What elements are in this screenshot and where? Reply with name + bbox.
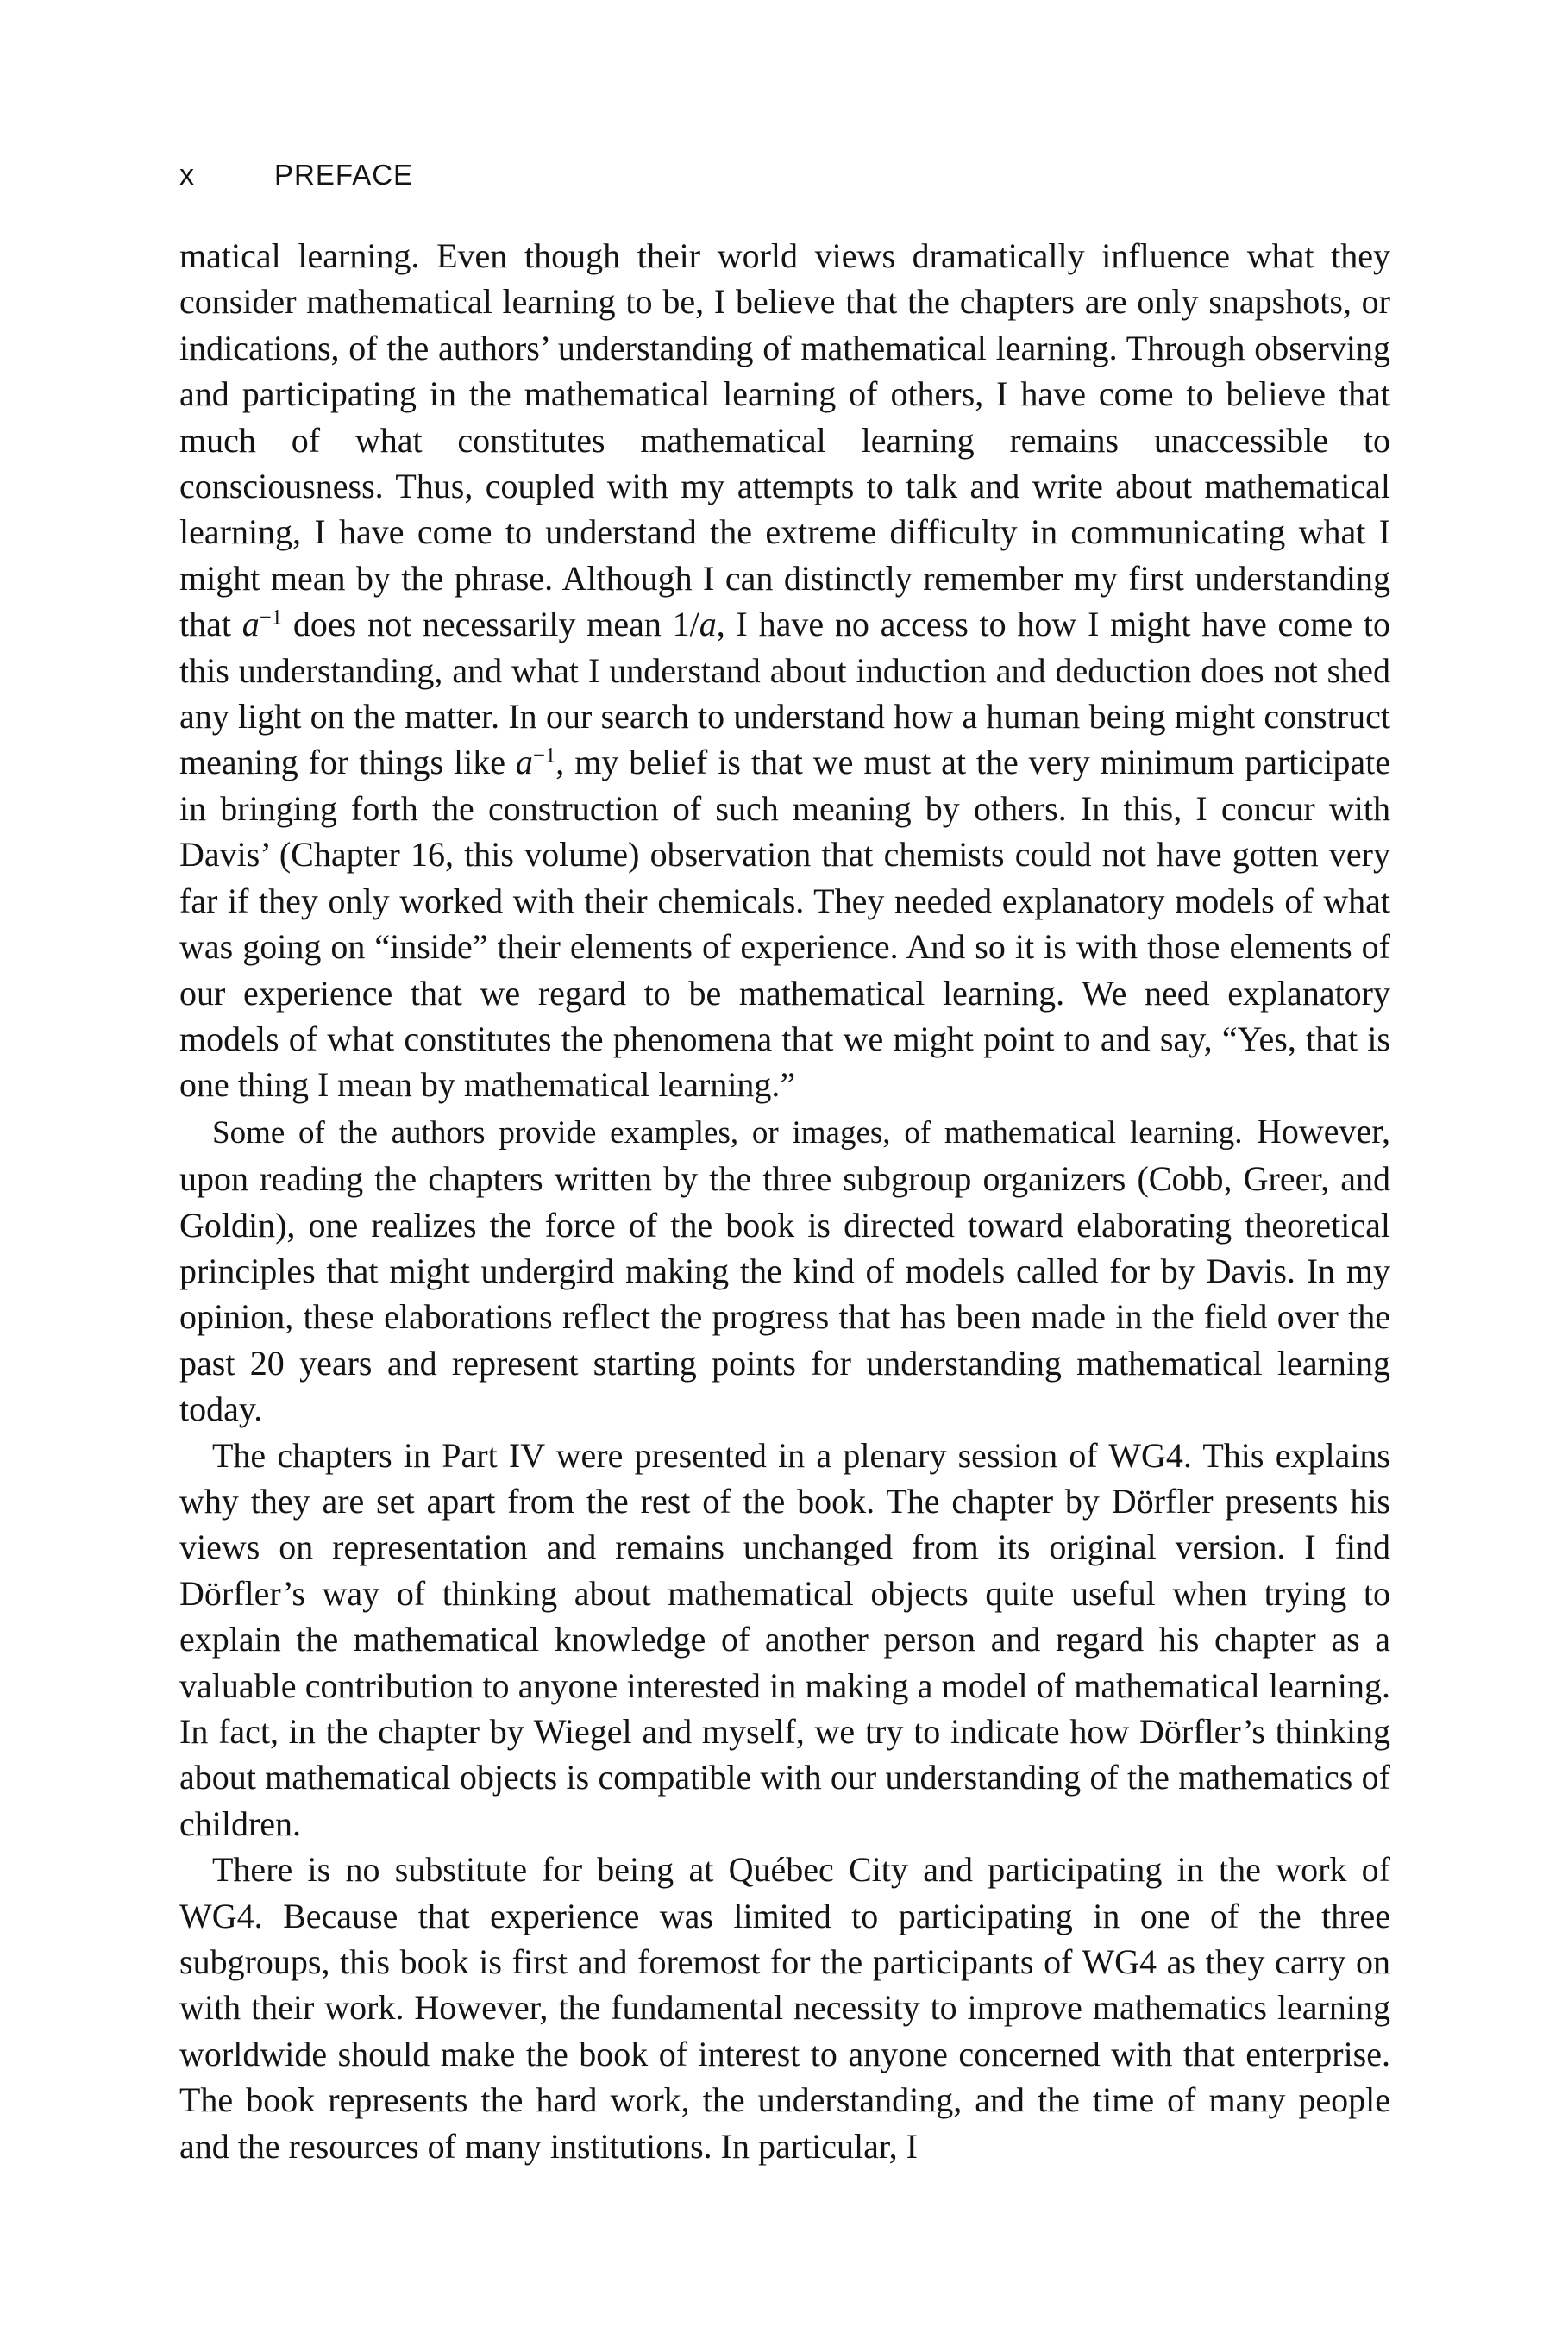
running-head [179, 154, 1387, 197]
math-exponent: −1 [259, 605, 283, 630]
paragraph-1-text-a: matical learning. Even though their world views dramatically influence what they consider mathematical learning to be, I believe that the chapters are only snapshots, or indications, of the authors’ understanding of mathematical learning. Through observing and participating in the mathematical learning of others, I have come to believe that much of what constitutes mathematical learning remains unaccessible to consciousness. Thus, coupled with my attempts to talk and write about mathematical learning, I have come to understand the extreme difficulty in communicating what I might mean by the phrase. Although I can distinctly remember my first understanding that [179, 236, 1390, 644]
paragraph-3-text: The chapters in Part IV were presented in a plenary session of WG4. This explains why they are set apart from the rest of the book. The chapter by Dörfler presents his views on representation and remains unchanged from its original version. I find Dörfler’s way of thinking about mathematical objects quite useful when trying to explain the mathematical knowledge of another person and regard his chapter as a valuable contribution to anyone interested in making a model of mathematical learning. In fact, in the chapter by Wiegel and myself, we try to indicate how Dörfler’s thinking about mathematical objects is compatible with our understanding of the mathematics of children. [179, 1435, 1390, 1843]
paragraph-2 [179, 1108, 1390, 1433]
page-number: x [179, 159, 195, 191]
paragraph-4 [179, 1847, 1390, 2169]
paragraph-2-text: However, upon reading the chapters written by the three subgroup organizers (Cobb, Greer, and Goldin), one realizes the force of the book is directed toward elaborating theoretical principles that might undergird making the kind of models called for by Davis. In my opinion, these elaborations reflect the progress that has been made in the field over the past 20 years and represent starting points for understanding mathematical learning today. [179, 1111, 1391, 1429]
paragraph-3 [179, 1433, 1390, 1847]
paragraph-1-text-c: , I have no access to how I might have come to this understanding, and what I understand about induction and deduction does not shed any light on the matter. In our search to understand how a human being might construct meaning for things like [179, 605, 1390, 782]
paragraph-1-text-b: does not necessarily mean 1/ [282, 605, 699, 644]
math-exponent: −1 [532, 743, 556, 768]
paragraph-4-text: There is no substitute for being at Québec City and participating in the work of WG4. Because that experience was limited to participating in one of the three subgroups, this book is first and foremost for the participants of WG4 as they carry on with their work. However, the fundamental necessity to improve mathematics learning worldwide should make the book of interest to anyone concerned with that enterprise. The book represents the hard work, the understanding, and the time of many people and the resources of many institutions. In particular, I [179, 1850, 1390, 2166]
section-title: PREFACE [274, 159, 414, 191]
body-text [179, 233, 1390, 2169]
paragraph-1-text-d: , my belief is that we must at the very minimum participate in bringing forth the construction of such meaning by others. In this, I concur with Davis’ (Chapter 16, this volume) observation that chemists could not have gotten very far if they only worked with their chemicals. They needed explanatory models of what was going on “inside” their elements of experience. And so it is with those elements of our experience that we regard to be mathematical learning. We need explanatory models of what constitutes the phenomena that we might point to and say, “Yes, that is one thing I mean by mathematical learning.” [179, 743, 1390, 1105]
paragraph-1 [179, 233, 1390, 1108]
paragraph-2-lead: Some of the authors provide examples, or images, of mathematical learning. [212, 1114, 1243, 1151]
math-a: a [699, 605, 717, 644]
math-a: a [241, 605, 260, 644]
math-a: a [515, 743, 533, 782]
